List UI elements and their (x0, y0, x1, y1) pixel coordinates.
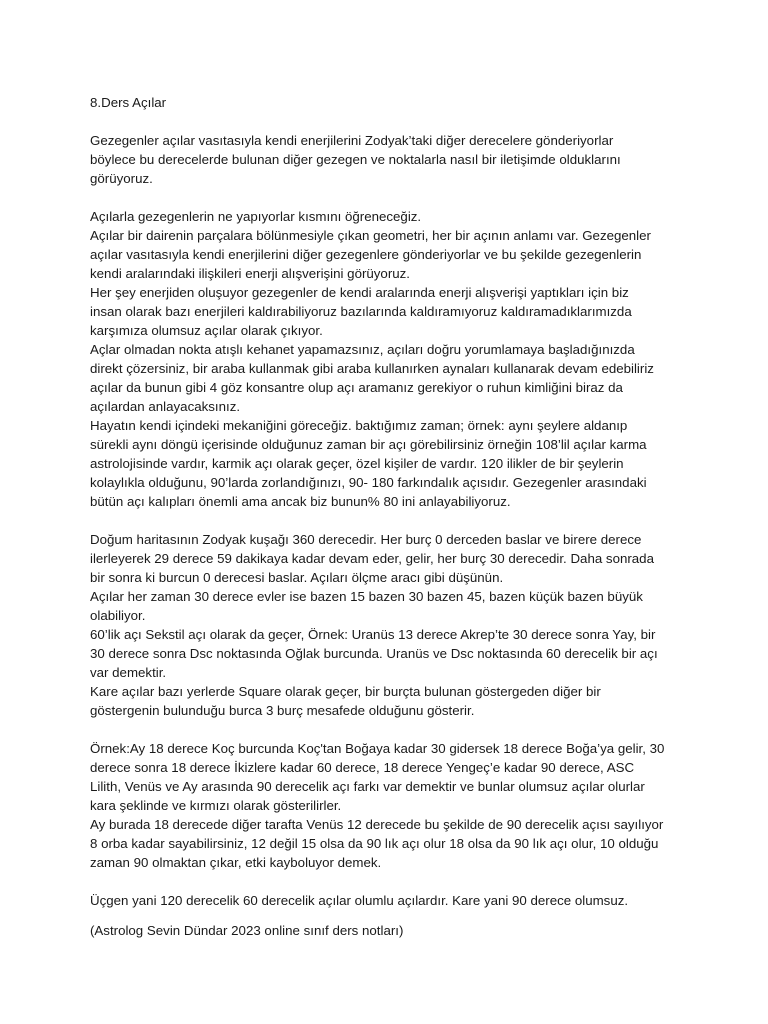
paragraph-intro (90, 131, 690, 188)
text-line: ilerleyerek 29 derece 59 dakikaya kadar devam eder, gelir, her burç 30 derecedir. Daha sonrada (90, 551, 654, 566)
text-line: Ay burada 18 derecede diğer tarafta Venüs 12 derecede bu şekilde de 90 derecelik açısı sayılıyor (90, 817, 664, 832)
text-line: Kare açılar bazı yerlerde Square olarak geçer, bir burçta bulunan göstergeden diğer bir (90, 684, 601, 699)
text-line: zaman 90 olmaktan çıkar, etki kayboluyor demek. (90, 855, 382, 870)
paragraph-zodiac-degrees (90, 530, 690, 720)
source-note (90, 921, 690, 940)
text-line: açılar da bunun gibi 4 göz konsantre olup açı aramanız gerekiyor o ruhun kimliğini biraz da (90, 380, 623, 395)
text-line: böylece bu derecelerde bulunan diğer gezegen ve noktalarla nasıl bir iletişimde olduklarını (90, 152, 621, 167)
text-line: 30 derece sonra Dsc noktasında Oğlak burcunda. Uranüs ve Dsc noktasında 60 derecelik bir açı (90, 646, 658, 661)
text-line: karşımıza olumsuz açılar olarak çıkıyor. (90, 323, 323, 338)
text-line: Açılar bir dairenin parçalara bölünmesiyle çıkan geometri, her bir açının anlamı var. Gezegenler (90, 228, 651, 243)
text-line: Doğum haritasının Zodyak kuşağı 360 derecedir. Her burç 0 derceden baslar ve birere derece (90, 532, 642, 547)
text-line: Örnek:Ay 18 derece Koç burcunda Koç'tan Boğaya kadar 30 gidersek 18 derece Boğa’ya gelir, 30 (90, 741, 665, 756)
text-line: Açılar her zaman 30 derece evler ise bazen 15 bazen 30 bazen 45, bazen küçük bazen büyük (90, 589, 643, 604)
text-line: kendi aralarındaki ilişkileri enerji alışverişini görüyoruz. (90, 266, 410, 281)
text-line: kara şeklinde ve kırmızı olarak gösterilirler. (90, 798, 342, 813)
text-line: Her şey enerjiden oluşuyor gezegenler de kendi aralarında enerji alışverişi yaptıkları için biz (90, 285, 629, 300)
text-line: Lilith, Venüs ve Ay arasında 90 derecelik açı farkı var demektir ve bunlar olumsuz açılar olurlar (90, 779, 645, 794)
paragraph-summary (90, 891, 690, 910)
text-line: Üçgen yani 120 derecelik 60 derecelik açılar olumlu açılardır. Kare yani 90 derece olumsuz. (90, 893, 629, 908)
text-line: bir sonra ki burcun 0 derecesi baslar. Açıları ölçme aracı gibi düşünün. (90, 570, 504, 585)
text-line: direkt çözersiniz, bir araba kullanmak gibi araba kullanırken aynaları kullanarak devam edebiliriz (90, 361, 654, 376)
document-body (90, 93, 690, 940)
text-line: kolaylıkla olduğunu, 90’larda zorlandığınızı, 90- 180 farkındalık açısıdır. Gezegenler arasındaki (90, 475, 647, 490)
text-line: Açılarla gezegenlerin ne yapıyorlar kısmını öğreneceğiz. (90, 209, 422, 224)
text-line: derece sonra 18 derece İkizlere kadar 60 derece, 18 derece Yengeç’e kadar 90 derece, ASC (90, 760, 635, 775)
text-line: açılar vasıtasıyla kendi enerjilerini diğer gezegenlere gönderiyorlar ve bu şekilde gezegenlerin (90, 247, 642, 262)
document-title: 8.Ders Açılar (90, 95, 167, 110)
text-line: göstergenin bulunduğu burca 3 burç mesafede olduğunu gösterir. (90, 703, 475, 718)
text-line: var demektir. (90, 665, 167, 680)
text-line: Açlar olmadan nokta atışlı kehanet yapamazsınız, açıları doğru yorumlamaya başladığınızda (90, 342, 635, 357)
text-line: (Astrolog Sevin Dündar 2023 online sınıf ders notları) (90, 923, 404, 938)
text-line: olabiliyor. (90, 608, 146, 623)
text-line: astrolojisinde vardır, karmik açı olarak geçer, özel kişiler de vardır. 120 ilikler de bir şeylerin (90, 456, 624, 471)
text-line: Hayatın kendi içindeki mekaniğini göreceğiz. baktığımız zaman; örnek: aynı şeylere aldanıp (90, 418, 628, 433)
text-line: 60’lik açı Sekstil açı olarak da geçer, Örnek: Uranüs 13 derece Akrep’te 30 derece sonra Yay, bir (90, 627, 656, 642)
text-line: bütün açı kalıpları önemli ama ancak biz bunun% 80 ini anlayabiliyoruz. (90, 494, 511, 509)
paragraph-example (90, 739, 690, 872)
text-line: sürekli aynı döngü içerisinde olduğunuz zaman bir açı görebilirsiniz örneğin 108’lil açılar karma (90, 437, 647, 452)
text-line: açılardan anlayacaksınız. (90, 399, 241, 414)
text-line: insan olarak bazı enerjileri kaldırabiliyoruz bazılarında kaldıramıyoruz kaldıramadıklarımızda (90, 304, 632, 319)
text-line: görüyoruz. (90, 171, 153, 186)
text-line: Gezegenler açılar vasıtasıyla kendi enerjilerini Zodyak’taki diğer derecelere gönderiyorlar (90, 133, 614, 148)
paragraph-aspects-overview (90, 207, 690, 511)
text-line: 8 orba kadar sayabilirsiniz, 12 değil 15 olsa da 90 lık açı olur 18 olsa da 90 lık açı olur, 10 olduğu (90, 836, 659, 851)
